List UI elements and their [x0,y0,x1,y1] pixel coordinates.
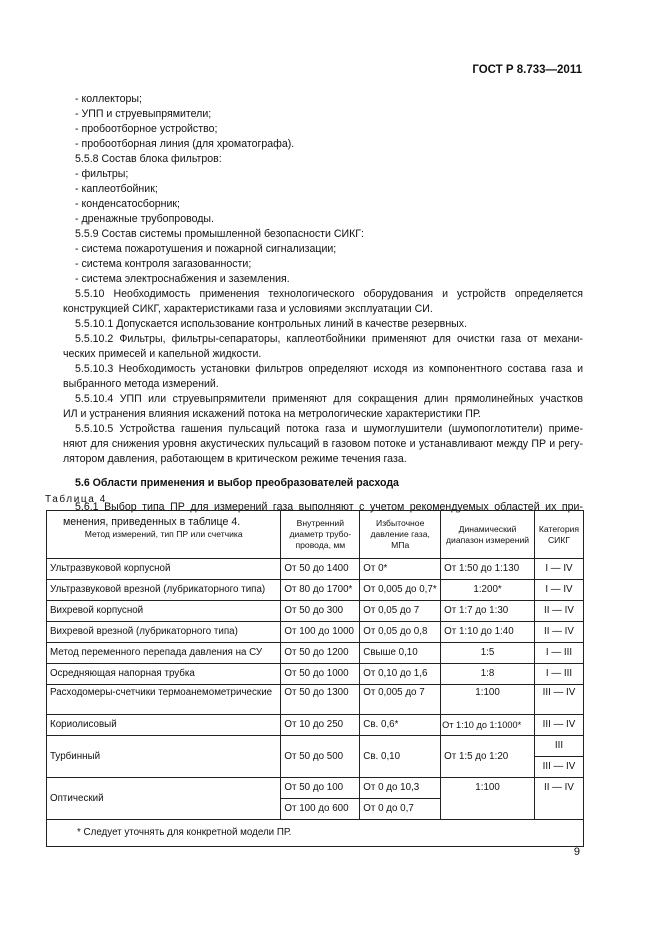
cell-diameter: От 10 до 250 [281,715,360,736]
list-item: - система пожаротушения и пожарной сигнализации; [75,243,337,255]
cell-range: От 1:7 до 1:30 [441,601,535,622]
cell-diameter: От 50 до 100 [281,778,360,799]
cell-range: 1:5 [441,643,535,664]
paragraph-line: менения, приведенных в таблице 4. [63,516,241,528]
table-note: * Следует уточнять для конкретной модели ПР. [47,820,584,847]
document-id: ГОСТ Р 8.733—2011 [472,64,582,76]
cell-diameter: От 80 до 1700* [281,580,360,601]
cell-range: 1:100 [441,685,535,715]
cell-pressure: От 0 до 0,7 [360,799,441,820]
cell-pressure: От 0,05 до 7 [360,601,441,622]
cell-method: Кориолисовый [47,715,281,736]
cell-category: II — IV [534,622,583,643]
header-category: Категория СИКГ [534,511,583,559]
cell-diameter: От 50 до 500 [281,736,360,778]
table-row [47,778,584,799]
cell-method: Ультразвуковой врезной (лубрикаторного типа) [47,580,281,601]
list-item: - система электроснабжения и заземления. [75,273,290,285]
cell-pressure: От 0,005 до 7 [360,685,441,715]
table-header-row [47,511,584,559]
cell-range: 1:200* [441,580,535,601]
paragraph-line: 5.6.1 Выбор типа ПР для измерений газа выполняют с учетом рекомендуемых областей их при- [75,501,583,513]
cell-range: От 1:5 до 1:20 [441,736,535,778]
paragraph-line: 5.5.10.3 Необходимость установки фильтров определяют исходя из компонентного состава газа и [75,363,583,375]
cell-pressure: Свыше 0,10 [360,643,441,664]
header-pressure: Избыточное давление газа, МПа [360,511,441,559]
cell-category: I — III [534,643,583,664]
cell-method: Осредняющая напорная трубка [47,664,281,685]
section-title: 5.6 Области применения и выбор преобразователей расхода [75,477,399,489]
header-range: Динамический диапазон измерений [441,511,535,559]
list-item: - пробоотборная линия (для хроматографа). [75,138,295,150]
cell-range: 1:8 [441,664,535,685]
header-method: Метод измерений, тип ПР или счетчика [47,511,281,559]
paragraph-line: лятором давления, работающем в критическом режиме течения газа. [63,453,407,465]
cell-pressure: От 0* [360,559,441,580]
paragraph-line: ИЛ и устранения влияния искажений потока на метрологические характеристики ПР. [63,408,481,420]
paragraph-line: 5.5.10.1 Допускается использование контрольных линий в качестве резервных. [75,318,468,330]
table-row [47,559,584,580]
cell-diameter: От 50 до 1200 [281,643,360,664]
cell-range: От 1:10 до 1:1000* [441,715,535,736]
list-item: - система контроля загазованности; [75,258,252,270]
cell-category: I — IV [534,580,583,601]
table-row [47,580,584,601]
paragraph-line: ческих примесей и капельной жидкости. [63,348,262,360]
cell-category: I — III [534,664,583,685]
list-item: - конденсатосборник; [75,198,180,210]
cell-pressure: От 0,05 до 0,8 [360,622,441,643]
table-row [47,736,584,757]
cell-diameter: От 100 до 1000 [281,622,360,643]
cell-pressure: От 0 до 10,3 [360,778,441,799]
cell-diameter: От 50 до 1000 [281,664,360,685]
cell-category: III [534,736,583,757]
table-note-row [47,820,584,847]
table-row [47,601,584,622]
cell-range: 1:100 [441,778,535,820]
body-text [63,92,583,530]
cell-category: II — IV [534,778,583,820]
cell-diameter: От 50 до 1300 [281,685,360,715]
cell-method: Оптический [47,778,281,820]
paragraph-line: 5.5.9 Состав системы промышленной безопасности СИКГ: [75,228,364,240]
cell-method: Ультразвуковой корпусной [47,559,281,580]
cell-pressure: Св. 0,6* [360,715,441,736]
list-item: - фильтры; [75,168,129,180]
list-item: - пробоотборное устройство; [75,123,218,135]
header-diameter: Внутренний диаметр трубо-провода, мм [281,511,360,559]
table-row [47,685,584,715]
paragraph-line: 5.5.10.2 Фильтры, фильтры-сепараторы, каплеотбойники применяют для очистки газа от механи- [75,333,583,345]
paragraph-line: 5.5.10.4 УПП или струевыпрямители применяют для сокращения длин прямолинейных участков [75,393,583,405]
list-item: - каплеотбойник; [75,183,158,195]
cell-diameter: От 50 до 300 [281,601,360,622]
cell-method: Метод переменного перепада давления на СУ [47,643,281,664]
table-caption: Таблица 4 [45,494,107,505]
list-item: - дренажные трубопроводы. [75,213,214,225]
page-number: 9 [573,846,580,858]
list-item: - УПП и струевыпрямители; [75,108,212,120]
paragraph-line: няют для снижения уровня акустических пульсаций в газовом потоке и устанавливают между ПР и регу- [63,438,583,450]
cell-method: Расходомеры-счетчики термоанемометрические [47,685,281,715]
cell-category: III — IV [534,757,583,778]
cell-method: Вихревой корпусной [47,601,281,622]
paragraph-line: 5.5.10 Необходимость применения технологического оборудования и устройств определяется [75,288,583,300]
table-row [47,622,584,643]
cell-category: II — IV [534,601,583,622]
cell-category: I — IV [534,559,583,580]
table-row [47,664,584,685]
table-row [47,715,584,736]
paragraph-line: конструкцией СИКГ, характеристиками газа и условиями эксплуатации СИ. [63,303,433,315]
list-item: - коллекторы; [75,93,142,105]
cell-range: От 1:50 до 1:130 [441,559,535,580]
paragraph-line: 5.5.10.5 Устройства гашения пульсаций потока газа и шумоглушители (шумопоглотители) приме- [75,423,583,435]
cell-diameter: От 50 до 1400 [281,559,360,580]
cell-category: III — IV [534,685,583,715]
paragraph-line: выбранного метода измерений. [63,378,219,390]
cell-method: Турбинный [47,736,281,778]
cell-category: III — IV [534,715,583,736]
cell-pressure: Св. 0,10 [360,736,441,778]
cell-range: От 1:10 до 1:40 [441,622,535,643]
table-row [47,643,584,664]
paragraph-line: 5.5.8 Состав блока фильтров: [75,153,222,165]
cell-pressure: От 0,10 до 1,6 [360,664,441,685]
cell-pressure: От 0,005 до 0,7* [360,580,441,601]
cell-method: Вихревой врезной (лубрикаторного типа) [47,622,281,643]
cell-diameter: От 100 до 600 [281,799,360,820]
table-4 [46,510,584,847]
